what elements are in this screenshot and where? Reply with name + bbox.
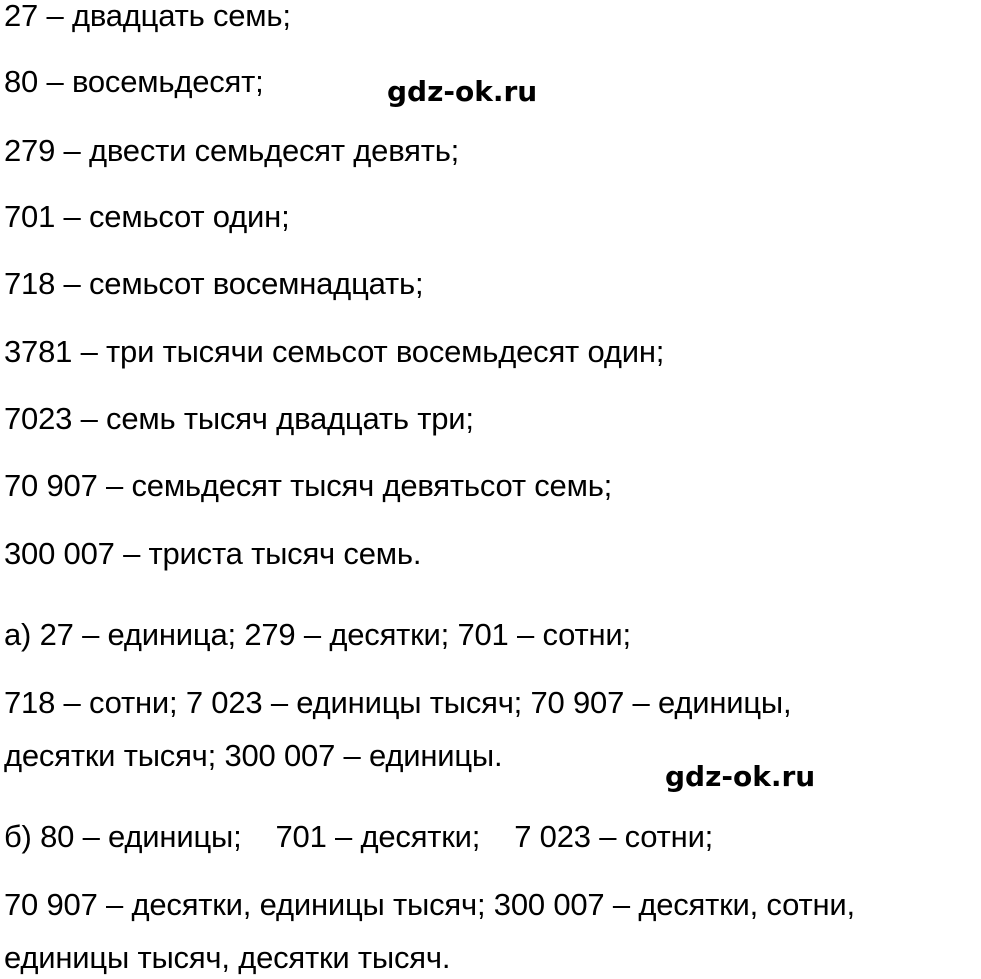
text-line-5: 718 – семьсот восемнадцать; [4, 266, 424, 301]
text-line-9: 300 007 – триста тысяч семь. [4, 536, 422, 571]
text-line-8: 70 907 – семьдесят тысяч девятьсот семь; [4, 468, 613, 503]
line-b-part2: 701 – десятки; [275, 819, 481, 854]
text-line-a3: десятки тысяч; 300 007 – единицы. [4, 738, 503, 773]
text-line-a2: 718 – сотни; 7 023 – единицы тысяч; 70 907 – единицы, [4, 685, 792, 720]
line-b-part3: 7 023 – сотни; [514, 819, 714, 854]
line-b-part1: б) 80 – единицы; [4, 819, 242, 854]
text-line-4: 701 – семьсот один; [4, 199, 290, 234]
text-line-7: 7023 – семь тысяч двадцать три; [4, 401, 474, 436]
watermark-top: gdz-ok.ru [387, 75, 538, 108]
text-line-6: 3781 – три тысячи семьсот восемьдесят один; [4, 334, 665, 369]
text-line-3: 279 – двести семьдесят девять; [4, 133, 460, 168]
text-line-1: 27 – двадцать семь; [4, 0, 291, 33]
watermark-middle: gdz-ok.ru [665, 760, 816, 793]
text-line-2: 80 – восемьдесят; [4, 64, 264, 99]
text-line-a: а) 27 – единица; 279 – десятки; 701 – сотни; [4, 617, 631, 652]
text-line-b3: единицы тысяч, десятки тысяч. [4, 940, 451, 975]
text-line-b2: 70 907 – десятки, единицы тысяч; 300 007 – десятки, сотни, [4, 887, 855, 922]
text-line-b [4, 819, 713, 855]
